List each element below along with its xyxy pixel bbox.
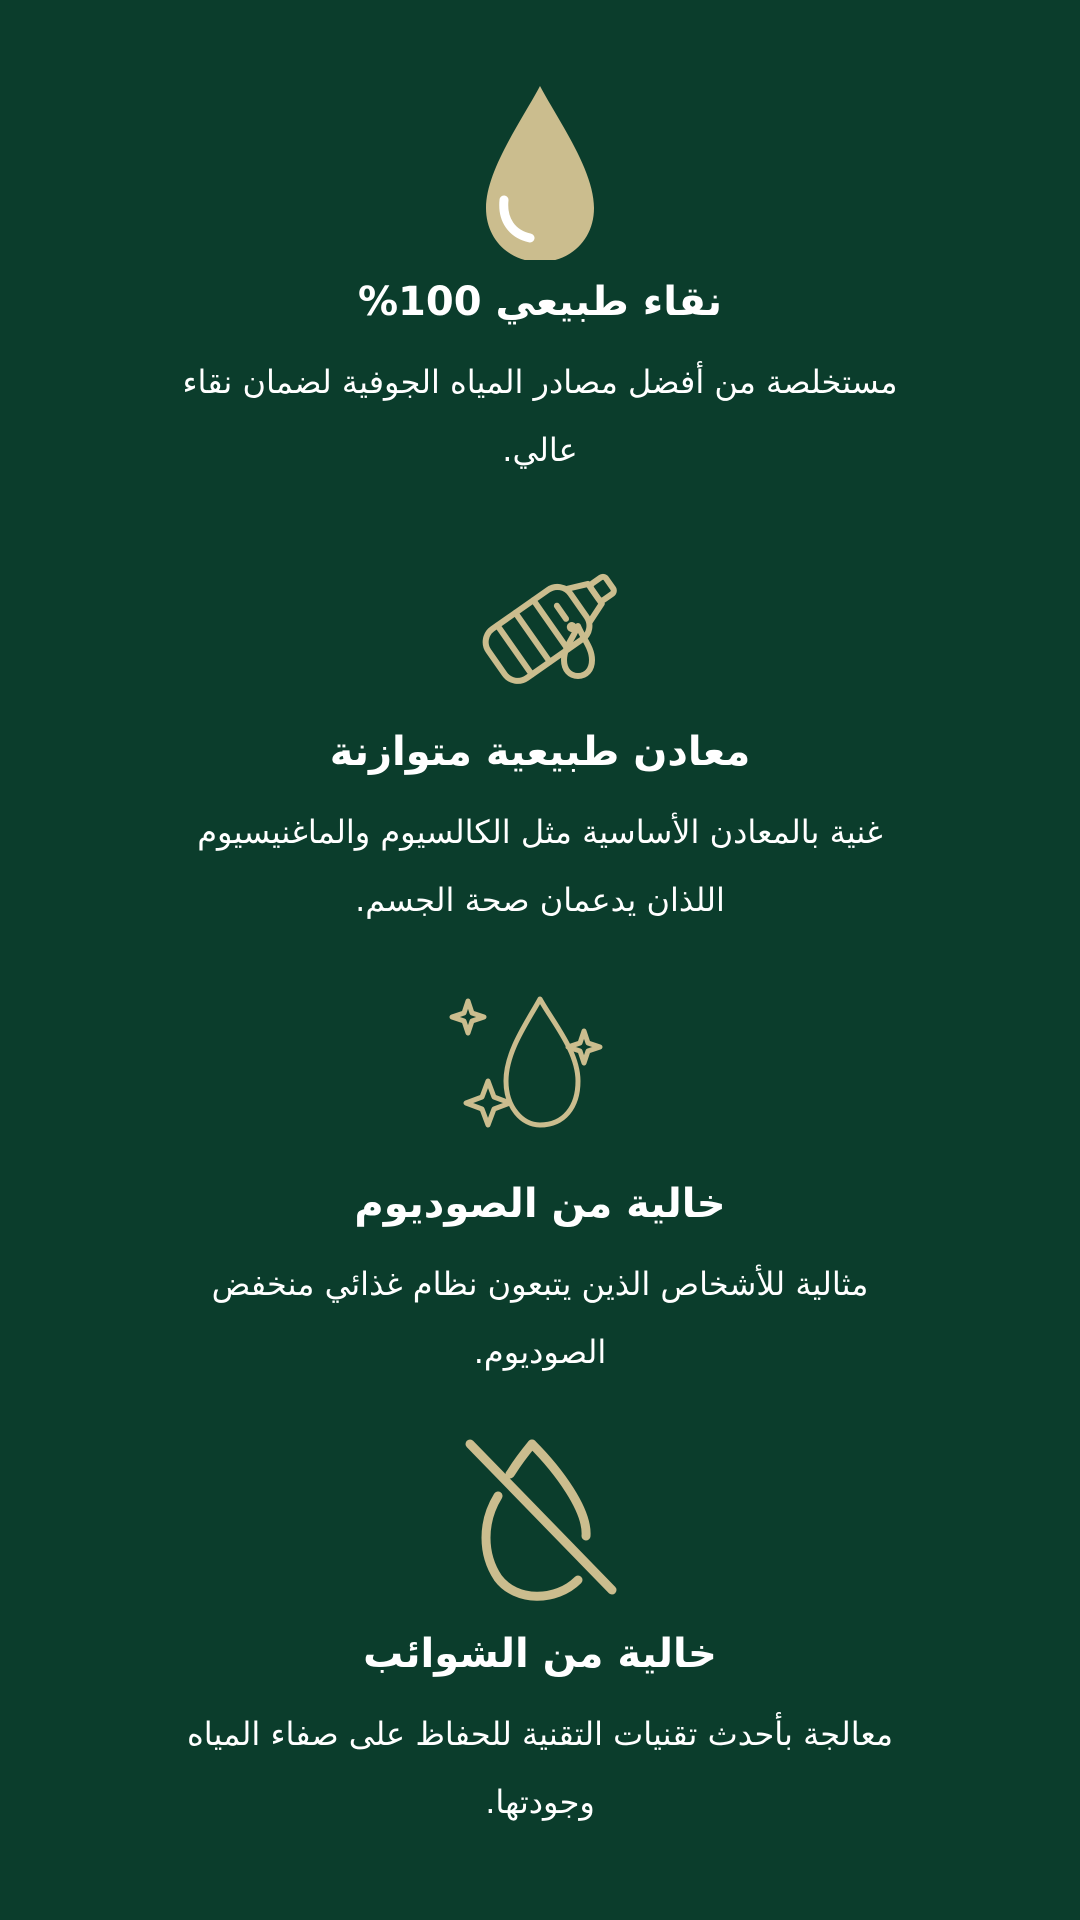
- feature-description: مستخلصة من أفضل مصادر المياه الجوفية لضمان نقاء عالي.: [182, 363, 898, 469]
- drop-crossed-icon: [440, 1430, 640, 1610]
- feature-title: معادن طبيعية متوازنة: [329, 729, 751, 775]
- feature-description: مثالية للأشخاص الذين يتبعون نظام غذائي منخفض الصوديوم.: [211, 1265, 869, 1371]
- feature-title: نقاء طبيعي 100%: [357, 279, 723, 325]
- feature-description: غنية بالمعادن الأساسية مثل الكالسيوم والماغنيسيوم اللذان يدعمان صحة الجسم.: [197, 813, 883, 919]
- sparkling-drop-icon: [440, 985, 640, 1165]
- feature-description: معالجة بأحدث تقنيات التقنية للحفاظ على صفاء المياه وجودتها.: [186, 1715, 894, 1821]
- water-drop-icon: [440, 80, 640, 260]
- water-bottle-icon: [440, 530, 640, 710]
- feature-title: خالية من الصوديوم: [354, 1181, 726, 1227]
- feature-title: خالية من الشوائب: [363, 1631, 717, 1677]
